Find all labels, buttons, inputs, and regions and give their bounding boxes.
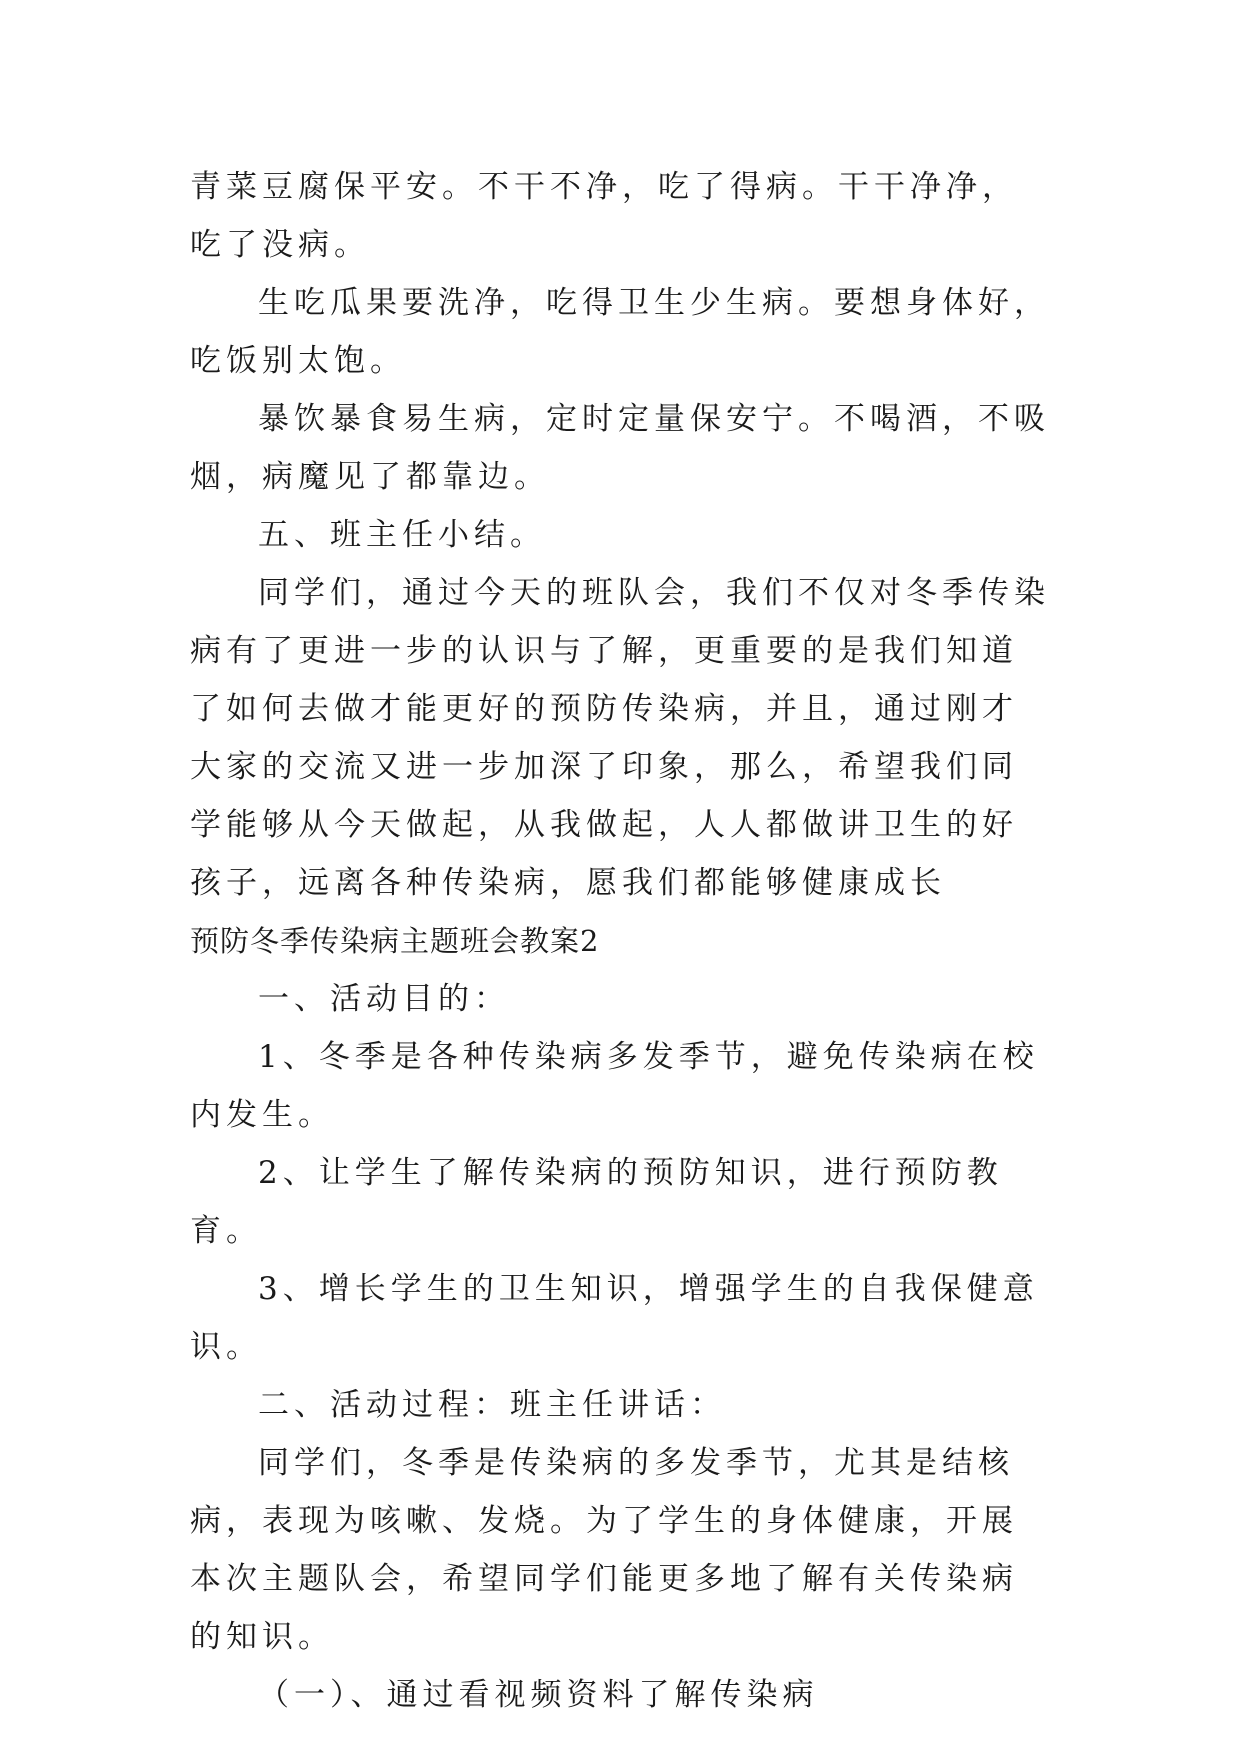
subsection-video-heading: （一）、通过看视频资料了解传染病 [258, 1677, 819, 1713]
activity-goal-heading: 一、活动目的： [258, 981, 510, 1017]
activity-process-heading: 二、活动过程：班主任讲话： [258, 1387, 726, 1423]
paragraph-2: 生吃瓜果要洗净，吃得卫生少生病。要想身体好，吃饭别太饱。 [190, 285, 1050, 379]
paragraph-summary-heading: 五、班主任小结。 [258, 517, 546, 553]
teacher-speech: 同学们，冬季是传染病的多发季节，尤其是结核病，表现为咳嗽、发烧。为了学生的身体健康，开展本次主题队会，希望同学们能更多地了解有关传染病的知识。 [190, 1445, 1018, 1655]
section-title: 预防冬季传染病主题班会教案2 [190, 924, 600, 958]
paragraph-3: 暴饮暴食易生病，定时定量保安宁。不喝酒，不吸烟，病魔见了都靠边。 [190, 401, 1050, 495]
goal-item-3: 3、增长学生的卫生知识，增强学生的自我保健意识。 [190, 1271, 1039, 1365]
goal-item-2: 2、让学生了解传染病的预防知识，进行预防教育。 [190, 1155, 1003, 1249]
paragraph-summary: 同学们，通过今天的班队会，我们不仅对冬季传染病有了更进一步的认识与了解，更重要的是我们知道了如何去做才能更好的预防传染病，并且，通过刚才大家的交流又进一步加深了印象，那么，希望我们同学能够从今天做起，从我做起，人人都做讲卫生的好孩子，远离各种传染病，愿我们都能够健康成长 [190, 575, 1050, 901]
goal-item-1: 1、冬季是各种传染病多发季节，避免传染病在校内发生。 [190, 1039, 1039, 1133]
document-body [190, 158, 1052, 1724]
paragraph-1: 青菜豆腐保平安。不干不净，吃了得病。干干净净，吃了没病。 [190, 169, 1018, 263]
